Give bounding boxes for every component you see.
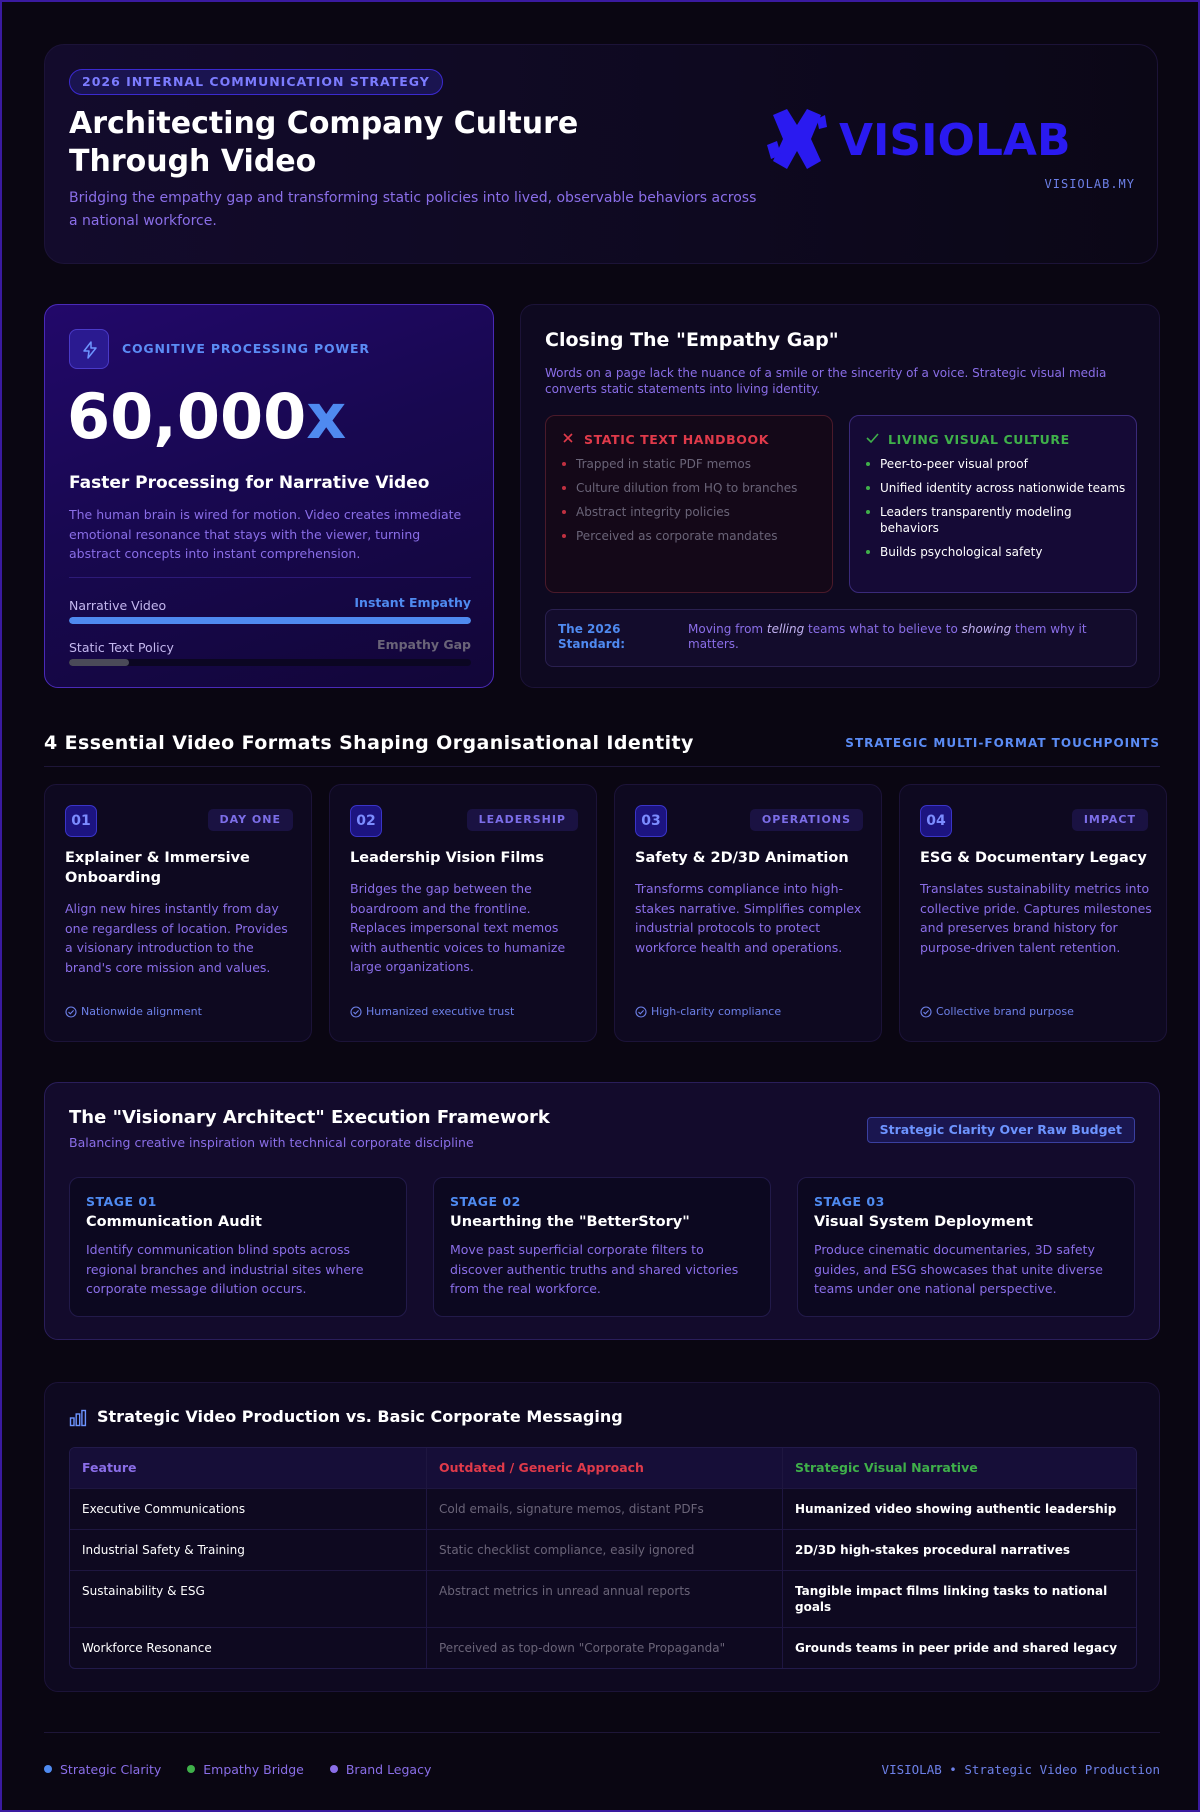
standard-text: Moving from telling teams what to believe to showing them why it matters. — [688, 622, 1087, 651]
format-outcome: Humanized executive trust — [350, 1005, 514, 1018]
framework-title: The "Visionary Architect" Execution Framework — [69, 1107, 550, 1128]
format-tag: LEADERSHIP — [467, 809, 578, 831]
stage-body: Identify communication blind spots across regional branches and industrial sites where corporate message dilution occurs. — [86, 1242, 364, 1296]
lightning-icon — [69, 329, 109, 369]
static-handbook-title: STATIC TEXT HANDBOOK — [562, 432, 769, 447]
stage-title: Communication Audit — [86, 1214, 262, 1230]
format-card — [44, 784, 312, 1042]
format-card — [329, 784, 597, 1042]
format-number: 01 — [65, 805, 97, 837]
empathy-gap-card — [520, 304, 1160, 688]
standard-label: The 2026 Standard: — [558, 622, 626, 651]
format-body: Transforms compliance into high-stakes narrative. Simplifies complex industrial protocols to protect workforce health and operations. — [635, 881, 862, 955]
format-tag: DAY ONE — [208, 809, 293, 831]
living-culture-box — [849, 415, 1137, 593]
check-circle-icon — [350, 1006, 362, 1018]
table-cell: Workforce Resonance — [82, 1641, 212, 1655]
format-number: 03 — [635, 805, 667, 837]
strategy-badge: 2026 INTERNAL COMMUNICATION STRATEGY — [69, 69, 443, 95]
brand-logo — [767, 103, 1139, 177]
format-outcome: Nationwide alignment — [65, 1005, 202, 1018]
format-body: Align new hires instantly from day one regardless of location. Provides a visionary introduction to the brand's core mission and values. — [65, 901, 288, 975]
bar-value-label: Empathy Gap — [377, 637, 471, 652]
list-item: Perceived as corporate mandates — [562, 528, 822, 544]
bar-label: Narrative Video — [69, 598, 167, 613]
framework-subtitle: Balancing creative inspiration with technical corporate discipline — [69, 1135, 474, 1150]
list-item: Abstract integrity policies — [562, 504, 822, 520]
stat-heading: Faster Processing for Narrative Video — [69, 473, 430, 493]
bar-label: Static Text Policy — [69, 640, 174, 655]
list-item: Trapped in static PDF memos — [562, 456, 822, 472]
table-cell: Static checklist compliance, easily ignored — [426, 1530, 782, 1570]
format-number: 02 — [350, 805, 382, 837]
table-cell: Sustainability & ESG — [82, 1584, 205, 1598]
table-cell: Humanized video showing authentic leadership — [782, 1489, 1137, 1529]
check-circle-icon — [920, 1006, 932, 1018]
table-cell: Cold emails, signature memos, distant PDFs — [426, 1489, 782, 1529]
bar-value-label: Instant Empathy — [354, 595, 471, 610]
stage-number: STAGE 01 — [86, 1194, 157, 1209]
check-circle-icon — [65, 1006, 77, 1018]
format-card — [899, 784, 1167, 1042]
brand-url: VISIOLAB.MY — [1044, 177, 1135, 191]
stat-label: COGNITIVE PROCESSING POWER — [122, 341, 370, 356]
stage-card — [797, 1177, 1135, 1317]
format-outcome: Collective brand purpose — [920, 1005, 1074, 1018]
comparison-card — [44, 1382, 1160, 1692]
comparison-table — [69, 1447, 1137, 1669]
footer-credit: VISIOLAB • Strategic Video Production — [881, 1762, 1160, 1777]
logo-wordmark: VISIOLAB — [839, 115, 1071, 166]
framework-badge: Strategic Clarity Over Raw Budget — [867, 1117, 1135, 1143]
check-icon — [866, 432, 880, 447]
format-title: Leadership Vision Films — [350, 850, 545, 866]
stat-body: The human brain is wired for motion. Video creates immediate emotional resonance that stays with the viewer, turning abstract concepts into instant comprehension. — [69, 507, 462, 561]
page-title: Architecting Company Culture Through Video — [69, 106, 579, 179]
legend-item: Strategic Clarity — [44, 1762, 161, 1777]
table-header-cell: Feature — [82, 1460, 137, 1475]
stage-number: STAGE 03 — [814, 1194, 885, 1209]
format-title: Safety & 2D/3D Animation — [635, 850, 849, 866]
format-outcome: High-clarity compliance — [635, 1005, 781, 1018]
format-title: Explainer & Immersive Onboarding — [65, 850, 250, 886]
stage-title: Unearthing the "BetterStory" — [450, 1214, 690, 1230]
table-row — [70, 1570, 1136, 1627]
list-item: Unified identity across nationwide teams — [866, 480, 1126, 496]
table-cell: Grounds teams in peer pride and shared legacy — [782, 1628, 1137, 1668]
comparison-title: Strategic Video Production vs. Basic Corporate Messaging — [97, 1407, 623, 1426]
static-handbook-box — [545, 415, 833, 593]
table-row — [70, 1529, 1136, 1570]
table-cell: Abstract metrics in unread annual reports — [426, 1571, 782, 1627]
bar-static-text — [69, 637, 471, 656]
divider — [44, 766, 1160, 767]
x-mark-icon — [562, 432, 576, 447]
stage-number: STAGE 02 — [450, 1194, 521, 1209]
formats-section-tag: STRATEGIC MULTI-FORMAT TOUCHPOINTS — [845, 736, 1160, 750]
page-subtitle: Bridging the empathy gap and transforming static policies into lived, observable behaviors across a national workforce. — [69, 190, 757, 229]
stat-number: 60,000x — [67, 380, 347, 453]
empathy-subtitle: Words on a page lack the nuance of a smile or the sincerity of a voice. Strategic visual media converts static statements into living identity. — [545, 366, 1107, 396]
divider — [44, 1732, 1160, 1733]
stage-title: Visual System Deployment — [814, 1214, 1033, 1230]
format-tag: OPERATIONS — [750, 809, 863, 831]
format-title: ESG & Documentary Legacy — [920, 850, 1147, 866]
empathy-title: Closing The "Empathy Gap" — [545, 329, 839, 351]
format-body: Translates sustainability metrics into collective pride. Captures milestones and preserves brand history for purpose-driven talent retention. — [920, 881, 1152, 955]
stage-card — [69, 1177, 407, 1317]
execution-framework-card — [44, 1082, 1160, 1340]
list-item: Peer-to-peer visual proof — [866, 456, 1126, 472]
legend-item: Brand Legacy — [330, 1762, 432, 1777]
table-cell: Tangible impact films linking tasks to national goals — [782, 1571, 1137, 1627]
format-tag: IMPACT — [1072, 809, 1148, 831]
table-cell: Perceived as top-down "Corporate Propaganda" — [426, 1628, 782, 1668]
stage-body: Produce cinematic documentaries, 3D safety guides, and ESG showcases that unite diverse teams under one national perspective. — [814, 1242, 1104, 1296]
cognitive-stat-card — [44, 304, 494, 688]
living-culture-list — [866, 456, 1126, 568]
formats-section-title: 4 Essential Video Formats Shaping Organisational Identity — [44, 732, 694, 754]
list-item: Leaders transparently modeling behaviors — [866, 504, 1126, 536]
standard-callout — [545, 609, 1137, 667]
progress-track — [69, 617, 471, 624]
static-handbook-list — [562, 456, 822, 552]
x-bracket-logo-icon — [767, 109, 827, 169]
format-number: 04 — [920, 805, 952, 837]
format-card — [614, 784, 882, 1042]
bar-narrative-video — [69, 595, 471, 614]
living-culture-title: LIVING VISUAL CULTURE — [866, 432, 1070, 447]
header-card — [44, 44, 1158, 264]
progress-fill — [69, 659, 129, 666]
legend-item: Empathy Bridge — [187, 1762, 304, 1777]
table-row — [70, 1627, 1136, 1668]
footer-legend — [44, 1762, 453, 1777]
table-header-cell: Outdated / Generic Approach — [426, 1448, 782, 1488]
format-body: Bridges the gap between the boardroom and the frontline. Replaces impersonal text memos with authentic voices to humanize large organizations. — [350, 881, 566, 974]
progress-fill — [69, 617, 471, 624]
table-cell: Executive Communications — [82, 1502, 246, 1516]
stage-body: Move past superficial corporate filters to discover authentic truths and shared victories from the real workforce. — [450, 1242, 739, 1296]
list-item: Culture dilution from HQ to branches — [562, 480, 822, 496]
table-cell: 2D/3D high-stakes procedural narratives — [782, 1530, 1137, 1570]
table-row — [70, 1488, 1136, 1529]
divider — [69, 577, 471, 578]
check-circle-icon — [635, 1006, 647, 1018]
stage-card — [433, 1177, 771, 1317]
list-item: Builds psychological safety — [866, 544, 1126, 560]
table-header-cell: Strategic Visual Narrative — [782, 1448, 1137, 1488]
bar-chart-icon — [69, 1409, 87, 1431]
progress-track — [69, 659, 471, 666]
table-cell: Industrial Safety & Training — [82, 1543, 245, 1557]
table-header-row — [70, 1448, 1136, 1488]
